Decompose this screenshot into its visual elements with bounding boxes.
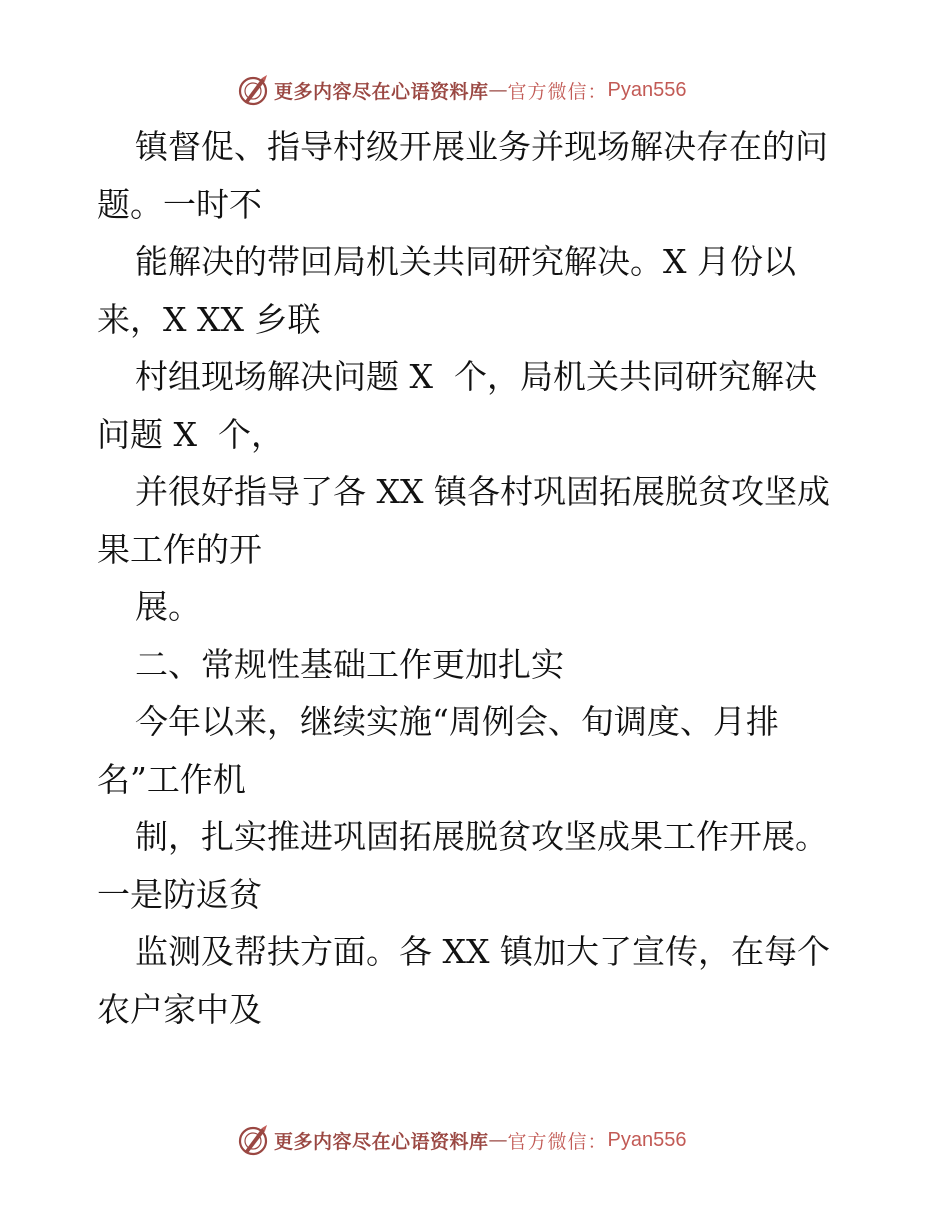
document-body: [97, 118, 857, 1038]
footer-site-name: 更多内容尽在心语资料库: [274, 1130, 489, 1153]
text-line: 镇督促、指导村级开展业务并现场解决存在的问: [135, 127, 828, 166]
text-line: 监测及帮扶方面。各 XX 镇加大了宣传，在每个: [135, 932, 830, 971]
footer-banner: [236, 1122, 687, 1158]
quill-seal-logo-icon: [236, 1123, 270, 1157]
text-line: 并很好指导了各 XX 镇各村巩固拓展脱贫攻坚成: [135, 472, 830, 511]
section-heading: 二、常规性基础工作更加扎实: [135, 644, 564, 684]
text-line: 能解决的带回局机关共同研究解决。X 月份以: [135, 242, 796, 281]
text-line: 问题 X 个，: [97, 414, 284, 454]
quill-seal-logo-icon: [236, 73, 270, 107]
text-line: 展。: [135, 587, 201, 626]
text-line: 名”工作机: [97, 759, 246, 799]
text-line: 今年以来，继续实施“周例会、旬调度、月排: [135, 702, 779, 741]
footer-wechat-label: 官方微信：: [507, 1130, 608, 1153]
footer-wechat-id: Pyan556: [607, 1128, 687, 1151]
text-line: 题。一时不: [97, 184, 262, 224]
text-line: 一是防返贫: [97, 874, 262, 914]
footer-separator: —: [488, 1129, 508, 1151]
text-line: 农户家中及: [97, 989, 262, 1029]
text-line: 制，扎实推进巩固拓展脱贫攻坚成果工作开展。: [135, 817, 828, 856]
text-line: 村组现场解决问题 X 个，局机关共同研究解决: [135, 357, 817, 396]
header-banner: [236, 72, 687, 108]
text-line: 果工作的开: [97, 529, 262, 569]
text-line: 来，X XX 乡联: [97, 299, 321, 339]
header-separator: —: [488, 79, 508, 101]
header-wechat-label: 官方微信：: [507, 80, 608, 103]
header-wechat-id: Pyan556: [607, 78, 687, 101]
header-site-name: 更多内容尽在心语资料库: [274, 80, 489, 103]
